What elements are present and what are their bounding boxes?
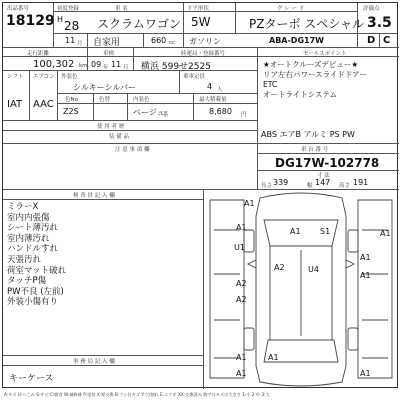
seller-points-label: セールスポイント [303, 51, 347, 57]
overall-score: 3.5 [367, 15, 392, 31]
exterior-color: シルキーシルバー [73, 83, 136, 92]
seller-points-list [263, 60, 367, 100]
note-item: 荷室マット破れ [7, 265, 67, 276]
damage-mark-rear-bottom: A1 [360, 369, 371, 378]
damage-mark-left-door: A2 [274, 263, 285, 272]
damage-mark-left-front: A1 [236, 223, 247, 232]
door-shape: 5W [191, 15, 211, 29]
ac-type: AAC [33, 99, 54, 110]
damage-mark-left-bottom: A1 [236, 369, 247, 378]
damage-mark-left-rear: A1 [236, 353, 247, 362]
office-notes-title: 事 務 局 記 入 欄 [73, 359, 115, 365]
grade: PZターボ スペシャル [249, 17, 365, 31]
repaint-label: 色替 [99, 97, 111, 103]
note-item: ミラーX [7, 202, 39, 212]
color-number: Z2S [63, 107, 79, 116]
car-damage-diagram [204, 190, 398, 388]
car-name-label: 車 名 [115, 6, 128, 12]
note-item: 室内内張傷 [7, 212, 50, 223]
shift-label: シフト [7, 74, 24, 80]
trim-suffix: 系 [163, 112, 169, 118]
note-item: 室内薄汚れ [7, 233, 50, 244]
inspector-notes-list [7, 202, 66, 308]
seller-point: ★オートクルーズデビュー★ [263, 60, 359, 69]
mileage-label: 走行距離 [27, 51, 50, 57]
damage-mark-left-lower-1: A2 [236, 279, 247, 288]
displacement: 660 [151, 36, 167, 45]
note-item: PW不良 (左前) [7, 286, 64, 297]
load-unit: 円 [241, 112, 247, 118]
note-item: タッチP傷 [7, 276, 47, 287]
load-value: 8,680 [209, 107, 232, 116]
inspection-month-unit: 月 [123, 65, 129, 71]
length-value: 339 [273, 178, 289, 187]
width-label: 幅 [307, 183, 313, 189]
displacement-unit: cc [169, 40, 176, 46]
usage: 自家用 [93, 38, 121, 48]
inspection-year: 09 [91, 60, 102, 69]
note-item: ハンドルすれ [7, 244, 59, 255]
seller-point: オートライトシステム [263, 90, 338, 99]
car-name: スクラムワゴン [97, 17, 181, 31]
damage-mark-center-rear: A1 [268, 353, 279, 362]
shift-type: IAT [7, 99, 23, 110]
seller-point: ETC [263, 80, 278, 89]
capacity-label: 乗車定員 [183, 74, 206, 80]
office-note-item: キーケース [9, 374, 54, 384]
mileage-unit: km [79, 63, 88, 69]
mileage: 100,302 [33, 59, 75, 70]
month-unit: 月 [77, 41, 83, 47]
era: H [57, 15, 64, 24]
damage-mark-right-rear-door: A1 [360, 271, 371, 280]
width-value: 147 [315, 178, 331, 187]
inspection-year-unit: 年 [103, 65, 109, 71]
exterior-score: C [383, 35, 391, 46]
auction-sheet [2, 2, 398, 388]
grade-label: グ レ ー ド [277, 6, 305, 12]
max-load-label: 最大積載量 [199, 97, 227, 103]
damage-mark-roof-left: A1 [290, 227, 301, 236]
plate-number: 横浜 599せ2525 [141, 62, 211, 72]
interior-score: D [367, 35, 376, 46]
damage-mark-rear-upper: A1 [360, 253, 371, 262]
right-side-outline [358, 200, 392, 378]
registration-month: 11 [65, 36, 76, 45]
ac-label: エアコン [33, 74, 55, 80]
height-label: 高さ [339, 183, 351, 189]
door-label: ドア形状 [187, 6, 209, 12]
plate-label: 陸運局・登録番号 [181, 51, 226, 57]
seller-point: リア左右パワースライドドアー [263, 70, 367, 79]
interior-trim: ベージュ [133, 108, 165, 117]
color-label: 外装色 [61, 74, 78, 80]
lot-number: 18129 [6, 13, 55, 29]
note-item: 外装小傷有り [7, 297, 59, 308]
chassis-number: DG17W-102778 [275, 156, 380, 170]
equipment-label: 装 備 品 [109, 134, 129, 140]
damage-mark-front-roof: A1 [244, 199, 255, 208]
note-item: シート薄汚れ [7, 223, 59, 234]
damage-mark-center-body: U4 [308, 265, 319, 274]
fuel: ガソリン [189, 37, 221, 46]
height-value: 191 [353, 178, 369, 187]
score-label: 評価点 [363, 6, 380, 12]
inspection-month: 11 [111, 60, 122, 69]
inspector-list-title: 検 査 員 記 入 欄 [73, 193, 115, 199]
length-label: 長さ [261, 183, 273, 189]
inspection-label: 車検 [103, 51, 115, 57]
history-label: 使 用 者 歴 [97, 124, 125, 130]
model-code: ABA-DG17W [269, 36, 324, 45]
color-no-label: 色No [65, 97, 78, 103]
year-label: 初度登録 [57, 6, 80, 12]
dims-label: 寸 法 [317, 173, 330, 179]
trim-label: 内装色 [133, 97, 150, 103]
note-item: 天張汚れ [7, 254, 42, 265]
lot-label: 出品番号 [7, 6, 30, 12]
capacity-unit: 人 [217, 87, 223, 93]
capacity: 4 [207, 82, 213, 91]
notes-title: 注 意 事 項 欄 [115, 147, 150, 153]
damage-mark-roof-center: S1 [320, 227, 331, 236]
registration-year: 28 [64, 19, 80, 33]
damage-marks [234, 199, 391, 378]
damage-mark-left-lower-2: A2 [236, 295, 247, 304]
damage-mark-left-body: U1 [234, 243, 245, 252]
chassis-label: 車 台 番 号 [301, 147, 329, 153]
damage-legend: A:キズ U:へこみ S:サビ C:腐食 W:補修跡 P:塗装 X:要交換 B:フシ付キズ Y:穴/割れ E:エクボ XX:交換済み 数字はキズの大きさ 1:小 2:中 3:大 [4, 392, 270, 397]
equipment-list: ABS エアB アルミ PS PW [261, 130, 355, 139]
damage-mark-right-front: A1 [380, 229, 391, 238]
